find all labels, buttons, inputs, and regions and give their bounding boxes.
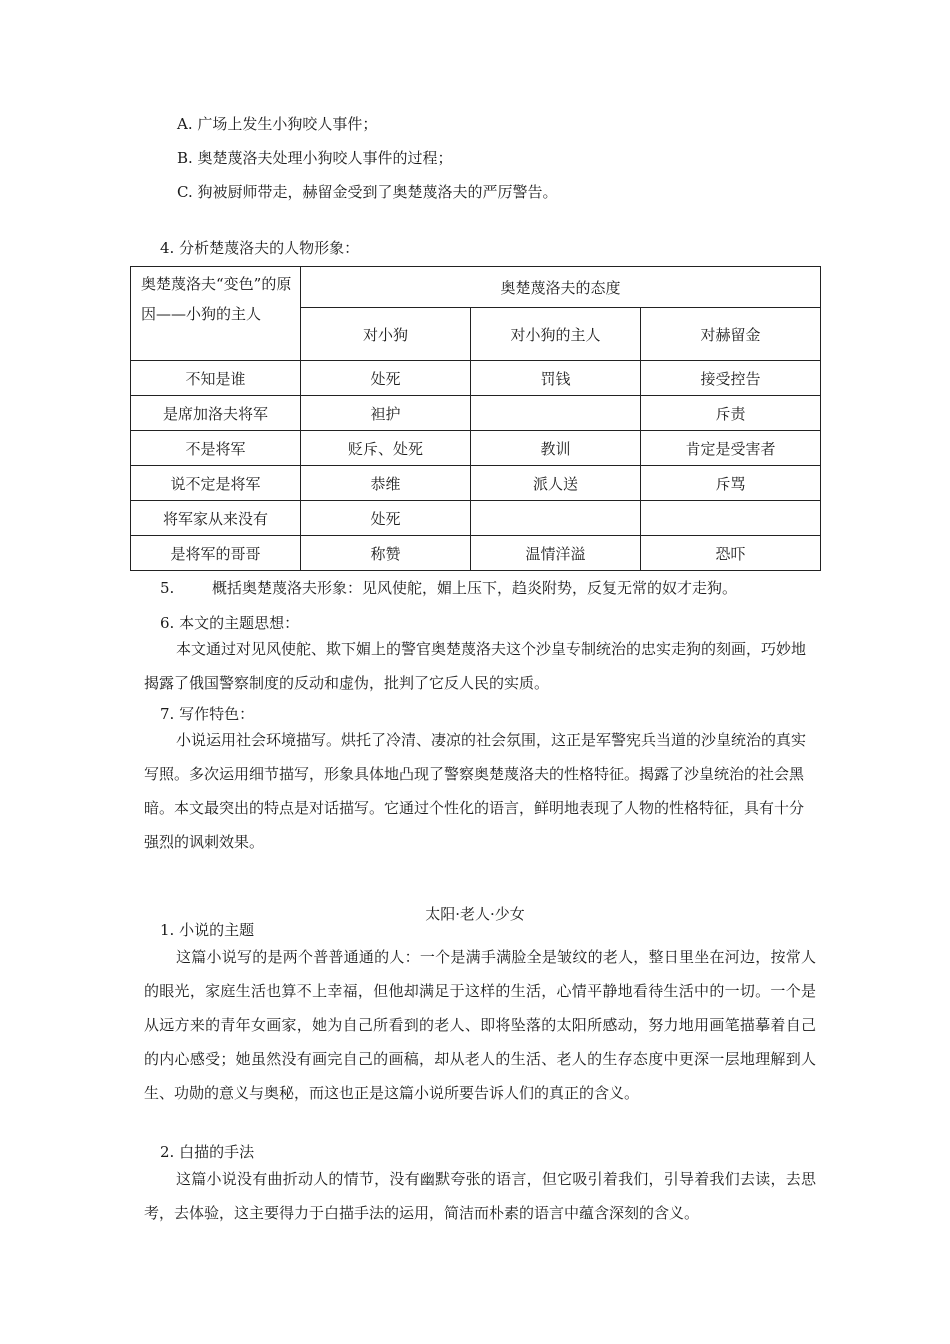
- item-6-body: [144, 632, 806, 700]
- table-cell: 恭维: [301, 466, 471, 501]
- list-item-c: C. 狗被厨师带走，赫留金受到了奥楚蔑洛夫的严厉警告。: [177, 183, 558, 201]
- attitude-table: [130, 266, 821, 571]
- item-6-paragraph: 本文通过对见风使舵、欺下媚上的警官奥楚蔑洛夫这个沙皇专制统治的忠实走狗的刻画，巧妙地揭露了俄国警察制度的反动和虚伪，批判了它反人民的实质。: [144, 640, 807, 692]
- table-cell: 是将军的哥哥: [131, 536, 301, 571]
- table-cell: 斥骂: [641, 466, 821, 501]
- item-5-number: 5.: [160, 579, 175, 597]
- table-cell: 斥责: [641, 396, 821, 431]
- table-cell: 不是将军: [131, 431, 301, 466]
- table-cell: [471, 501, 641, 536]
- table-cell: 说不定是将军: [131, 466, 301, 501]
- section-2-heading: 2. 白描的手法: [160, 1143, 255, 1161]
- section-title: 太阳·老人·少女: [425, 905, 525, 923]
- list-item-a: A. 广场上发生小狗咬人事件；: [177, 115, 378, 133]
- table-cell: 不知是谁: [131, 361, 301, 396]
- table-cell: 将军家从来没有: [131, 501, 301, 536]
- table-row: [131, 431, 821, 466]
- item-5-text: 概括奥楚蔑洛夫形象：见风使舵，媚上压下，趋炎附势，反复无常的奴才走狗。: [212, 579, 738, 597]
- section-1-body: [144, 940, 816, 1110]
- table-subheader: 对小狗的主人: [471, 308, 641, 361]
- table-cell: 罚钱: [471, 361, 641, 396]
- table-row: [131, 396, 821, 431]
- table-row: [131, 361, 821, 396]
- section-1-heading: 1. 小说的主题: [160, 921, 255, 939]
- table-cell: 肯定是受害者: [641, 431, 821, 466]
- item-7-paragraph: 小说运用社会环境描写。烘托了冷清、凄凉的社会氛围，这正是军警宪兵当道的沙皇统治的真实写照。多次运用细节描写，形象具体地凸现了警察奥楚蔑洛夫的性格特征。揭露了沙皇统治的社会黑暗。本文最突出的特点是对话描写。它通过个性化的语言，鲜明地表现了人物的性格特征，具有十分强烈的讽刺效果。: [144, 731, 807, 851]
- table-header-attitude: 奥楚蔑洛夫的态度: [301, 267, 821, 308]
- table-cell: 袒护: [301, 396, 471, 431]
- table-cell: 是席加洛夫将军: [131, 396, 301, 431]
- table-header-reason: 奥楚蔑洛夫“变色”的原因——小狗的主人: [131, 267, 301, 361]
- section-2-body: [144, 1162, 816, 1230]
- table-cell: 恐吓: [641, 536, 821, 571]
- list-item-b: B. 奥楚蔑洛夫处理小狗咬人事件的过程；: [177, 149, 453, 167]
- table-cell: [641, 501, 821, 536]
- table-cell: 温情洋溢: [471, 536, 641, 571]
- table-row: [131, 536, 821, 571]
- item-7-body: [144, 723, 806, 859]
- table-cell: 处死: [301, 501, 471, 536]
- table-subheader: 对小狗: [301, 308, 471, 361]
- table-row: [131, 501, 821, 536]
- table-cell: 称赞: [301, 536, 471, 571]
- table-cell: 贬斥、处死: [301, 431, 471, 466]
- table-cell: 处死: [301, 361, 471, 396]
- table-cell: [471, 396, 641, 431]
- item-7-heading: 7. 写作特色：: [160, 705, 255, 723]
- item-6-heading: 6. 本文的主题思想：: [160, 614, 300, 632]
- section-1-paragraph: 这篇小说写的是两个普普通通的人：一个是满手满脸全是皱纹的老人，整日里坐在河边，按常人的眼光，家庭生活也算不上幸福，但他却满足于这样的生活，心情平静地看待生活中的一切。一个是从远方来的青年女画家，她为自己所看到的老人、即将坠落的太阳所感动，努力地用画笔描摹着自己的内心感受；她虽然没有画完自己的画稿，却从老人的生活、老人的生存态度中更深一层地理解到人生、功勋的意义与奥秘，而这也正是这篇小说所要告诉人们的真正的含义。: [144, 948, 816, 1102]
- table-row: [131, 466, 821, 501]
- table-subheader: 对赫留金: [641, 308, 821, 361]
- table-cell: 教训: [471, 431, 641, 466]
- table-cell: 接受控告: [641, 361, 821, 396]
- table-cell: 派人送: [471, 466, 641, 501]
- item-4-heading: 4. 分析楚蔑洛夫的人物形象：: [160, 239, 360, 257]
- section-2-paragraph: 这篇小说没有曲折动人的情节，没有幽默夸张的语言，但它吸引着我们，引导着我们去读，去思考，去体验，这主要得力于白描手法的运用，简洁而朴素的语言中蕴含深刻的含义。: [144, 1170, 816, 1222]
